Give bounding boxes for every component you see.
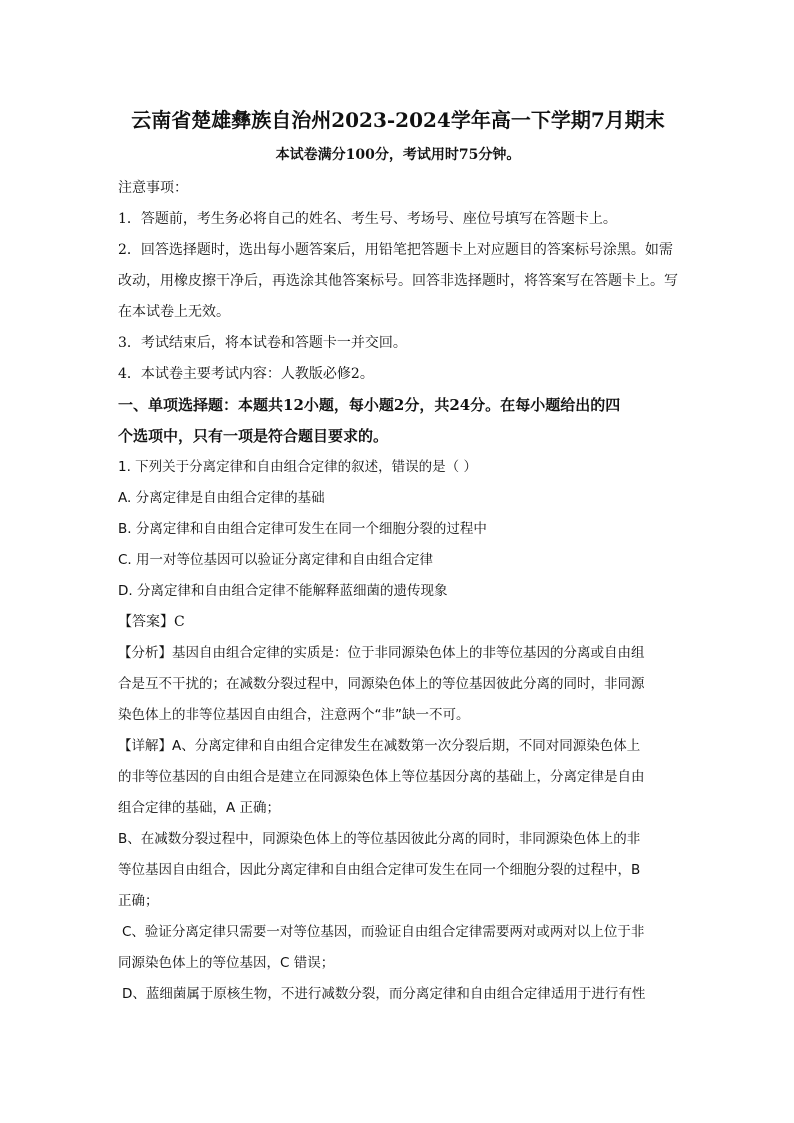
explanation-line: 等位基因自由组合，因此分离定律和自由组合定律可发生在同一个细胞分裂的过程中，B [118,862,641,878]
explanation-line: 的非等位基因的自由组合是建立在同源染色体上等位基因分离的基础上，分离定律是自由 [118,769,645,785]
explanation-line: 同源染色体上的等位基因，C 错误； [118,955,335,971]
document-title: 云南省楚雄彝族自治州2023-2024学年高一下学期7月期末 [131,108,665,132]
option-a: A. 分离定律是自由组合定律的基础 [118,490,325,506]
note-line: 4．本试卷主要考试内容：人教版必修2。 [118,366,374,382]
explanation-line: D、蓝细菌属于原核生物，不进行减数分裂，而分离定律和自由组合定律适用于进行有性 [122,986,646,1002]
note-line: 在本试卷上无效。 [118,304,230,320]
option-b: B. 分离定律和自由组合定律可发生在同一个细胞分裂的过程中 [118,521,487,537]
explanation-line: C、验证分离定律只需要一对等位基因，而验证自由组合定律需要两对或两对以上位于非 [122,924,645,940]
explanation-line: 正确； [118,893,159,909]
explanation-line: 组合定律的基础，A 正确； [118,800,281,816]
note-line: 2．回答选择题时，选出每小题答案后，用铅笔把答题卡上对应题目的答案标号涂黑。如需 [118,242,673,258]
answer-line: 【答案】C [118,614,185,630]
analysis-line: 合是互不干扰的；在减数分裂过程中，同源染色体上的等位基因彼此分离的同时，非同源 [118,676,645,692]
analysis-line: 【分析】基因自由组合定律的实质是：位于非同源染色体上的非等位基因的分离或自由组 [118,645,645,661]
document-body [118,173,678,1010]
document-subtitle: 本试卷满分100分，考试用时75分钟。 [275,147,521,163]
option-c: C. 用一对等位基因可以验证分离定律和自由组合定律 [118,552,434,568]
note-line: 1．答题前，考生务必将自己的姓名、考生号、考场号、座位号填写在答题卡上。 [118,211,617,227]
analysis-line: 染色体上的非等位基因自由组合，注意两个“非”缺一不可。 [118,707,470,723]
explanation-line: 【详解】A、分离定律和自由组合定律发生在减数第一次分裂后期，不同对同源染色体上 [118,738,641,754]
notes-heading: 注意事项： [118,180,188,196]
note-line: 3．考试结束后，将本试卷和答题卡一并交回。 [118,335,407,351]
section-heading: 一、单项选择题：本题共12小题，每小题2分，共24分。在每小题给出的四 [118,396,621,414]
question-stem: 1. 下列关于分离定律和自由组合定律的叙述，错误的是（ ） [118,459,477,475]
section-heading: 个选项中，只有一项是符合题目要求的。 [118,427,389,445]
explanation-line: B、在减数分裂过程中，同源染色体上的等位基因彼此分离的同时，非同源染色体上的非 [118,831,641,847]
note-line: 改动，用橡皮擦干净后，再选涂其他答案标号。回答非选择题时，将答案写在答题卡上。写 [118,273,678,289]
option-d: D. 分离定律和自由组合定律不能解释蓝细菌的遗传现象 [118,583,448,599]
